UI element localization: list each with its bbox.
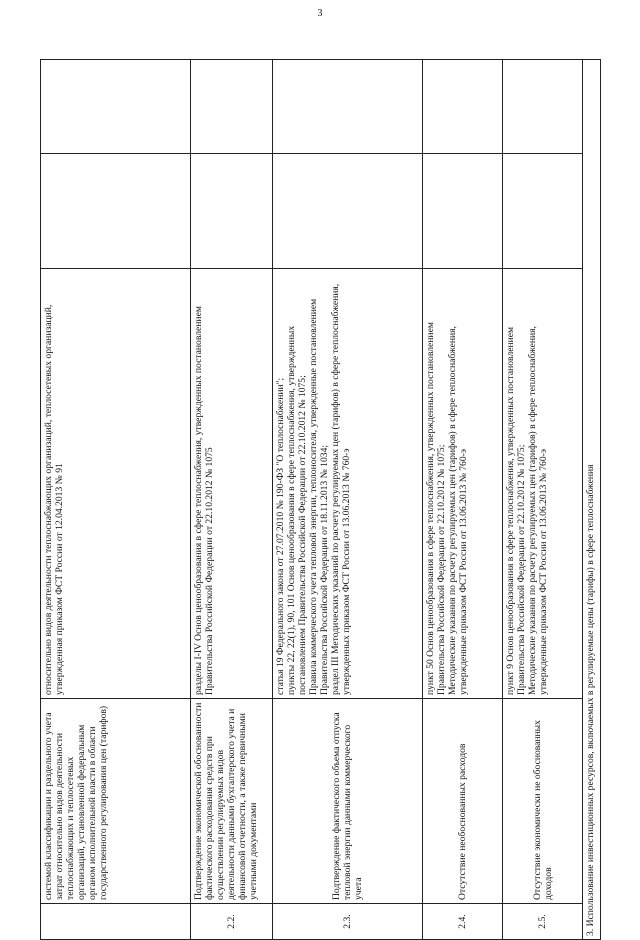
legal-basis-line: раздел III Методических указаний по расчету регулируемых цен (тарифов) в сфере теплоснабжения, утвержденных приказом ФСТ России от 13.06.2013 № 760-э	[330, 283, 352, 695]
page-number: 3	[317, 8, 323, 19]
table-row	[503, 60, 583, 940]
row-number: 2.5.	[503, 904, 583, 940]
empty-cell	[503, 60, 583, 154]
legal-basis-line: Методические указания по расчету регулируемых цен (тарифов) в сфере теплоснабжения, утвержденные приказом ФСТ России от 13.06.2013 № 760-э	[527, 326, 549, 695]
legal-basis-line: пункт 50 Основ ценообразования в сфере теплоснабжения, утвержденных постановлением Правительства Российской Федерации от 22.10.2012 № 1075;	[425, 322, 447, 695]
empty-cell	[273, 154, 423, 269]
table-row	[273, 60, 423, 940]
legal-basis-cell	[41, 269, 191, 699]
criterion-cell: системой классификации и раздельного учета затрат относительно видов деятельности теплоснабжающих и теплосетевых организаций, установленной федеральным органом исполнительной власти в области государственного регулирования цен (тарифов)	[41, 699, 191, 904]
legal-basis-cell	[273, 269, 423, 699]
row-number: 2.4.	[423, 904, 503, 940]
audit-criteria-table	[40, 59, 601, 940]
row-number	[41, 904, 191, 940]
criterion-cell: Подтверждение фактического объема отпуска тепловой энергии данными коммерческого учета	[273, 699, 423, 904]
criterion-cell: Отсутствие экономически не обоснованных доходов	[503, 699, 583, 904]
empty-cell	[41, 60, 191, 154]
table-row	[423, 60, 503, 940]
legal-basis-line: пункты 22, 22(1), 90, 101 Основ ценообразования в сфере теплоснабжения, утвержденных постановлением Правительства Российской Федерации от 22.10.2012 № 1075;	[286, 325, 308, 695]
legal-basis-line: пункт 9 Основ ценообразования в сфере теплоснабжения, утвержденных постановлением Правительства Российской Федерации от 22.10.2012 № 1075;	[505, 326, 527, 695]
rotated-table-sheet	[40, 60, 600, 940]
table-row	[41, 60, 191, 940]
empty-cell	[503, 154, 583, 269]
legal-basis-cell	[423, 269, 503, 699]
table-row	[191, 60, 273, 940]
section-3-heading: 3. Использование инвестиционных ресурсов, включаемых в регулируемые цены (тарифы) в сфере теплоснабжения	[583, 60, 601, 940]
legal-basis-cell	[503, 269, 583, 699]
row-number: 2.2.	[191, 904, 273, 940]
empty-cell	[423, 60, 503, 154]
legal-basis-line: Правила коммерческого учета тепловой энергии, теплоносителя, утвержденные постановлением Правительства Российской Федерации от 18.11.2013 № 1034;	[308, 298, 330, 695]
row-number: 2.3.	[273, 904, 423, 940]
criterion-cell: Отсутствие необоснованных расходов	[423, 699, 503, 904]
legal-basis-cell	[191, 269, 273, 699]
empty-cell	[423, 154, 503, 269]
empty-cell	[191, 60, 273, 154]
legal-basis-line: статья 19 Федерального закона от 27.07.2010 № 190-ФЗ "О теплоснабжении";	[275, 377, 286, 695]
section-header-row	[583, 60, 601, 940]
legal-basis-line: относительно видов деятельности теплоснабжающих организаций, теплосетевых организаций, утвержденная приказом ФСТ России от 12.04.2013 № 91	[43, 304, 65, 695]
legal-basis-line: разделы I-IV Основ ценообразования в сфере теплоснабжения, утвержденных постановлением Правительства Российской Федерации от 22.10.2012 № 1075	[193, 306, 215, 695]
legal-basis-line: Методические указания по расчету регулируемых цен (тарифов) в сфере теплоснабжения, утвержденные приказом ФСТ России от 13.06.2013 № 760-э	[447, 326, 469, 695]
empty-cell	[41, 154, 191, 269]
empty-cell	[191, 154, 273, 269]
empty-cell	[273, 60, 423, 154]
criterion-cell: Подтверждение экономической обоснованности фактического расходования средств при осуществлении регулируемых видов деятельности данными бухгалтерского учета и финансовой отчетности, а также первичными учетными документами	[191, 699, 273, 904]
